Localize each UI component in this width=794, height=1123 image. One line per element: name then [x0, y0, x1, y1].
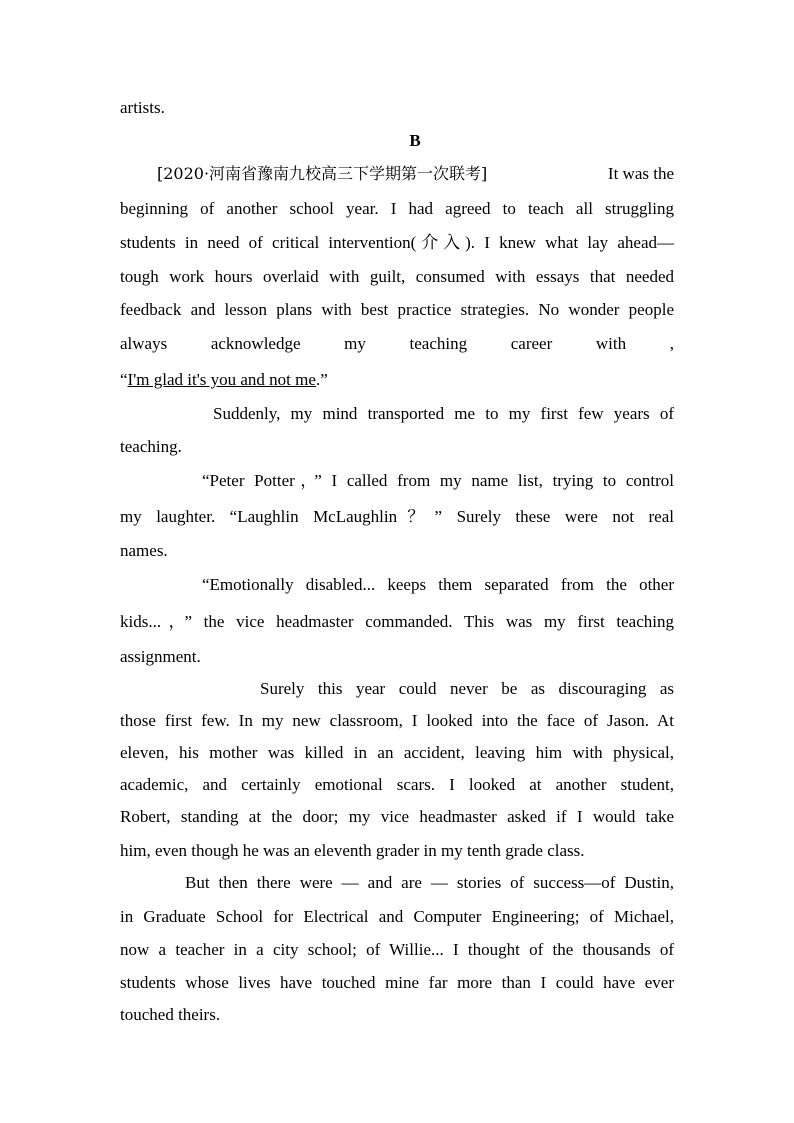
text-line: tough work hours overlaid with guilt, consumed with essays that needed	[120, 267, 674, 286]
text-line: “Emotionally disabled... keeps them separated from the other	[202, 575, 674, 594]
text-line: those first few. In my new classroom, I looked into the face of Jason. At	[120, 711, 674, 730]
text-line: academic, and certainly emotional scars. I looked at another student,	[120, 775, 674, 794]
text-line: now a teacher in a city school; of Willie... I thought of the thousands of	[120, 940, 674, 959]
underlined-quote: I'm glad it's you and not me	[127, 370, 316, 389]
text-line: artists.	[120, 98, 165, 117]
text-line: eleven, his mother was killed in an accident, leaving him with physical,	[120, 743, 674, 762]
text-line: Suddenly, my mind transported me to my first few years of	[213, 404, 674, 423]
text-line: touched theirs.	[120, 1005, 221, 1024]
section-heading: B	[409, 131, 421, 150]
text-line: Surely this year could never be as discouraging as	[260, 679, 674, 698]
text-line: him, even though he was an eleventh grader in my tenth grade class.	[120, 841, 585, 860]
text-line: students whose lives have touched mine far more than I could have ever	[120, 973, 674, 992]
text-line: students in need of critical intervention(介入). I knew what lay ahead—	[120, 233, 674, 252]
text-line: always acknowledge my teaching career with ,	[120, 334, 674, 353]
text-line: kids...，” the vice headmaster commanded. This was my first teaching	[120, 612, 674, 631]
text-fragment: It was the	[607, 164, 674, 183]
text-line: names.	[120, 541, 168, 560]
text-line: assignment.	[120, 647, 201, 666]
text-line: beginning of another school year. I had agreed to teach all struggling	[120, 199, 674, 218]
close-quote: .”	[315, 370, 328, 389]
text-line: feedback and lesson plans with best practice strategies. No wonder people	[120, 300, 674, 319]
text-line	[120, 369, 674, 391]
text-line: But then there were — and are — stories of success—of Dustin,	[185, 873, 674, 892]
text-line: in Graduate School for Electrical and Computer Engineering; of Michael,	[120, 907, 674, 926]
text-line: my laughter. “Laughlin McLaughlin？” Surely these were not real	[120, 507, 674, 526]
source-citation: [2020·河南省豫南九校高三下学期第一次联考]	[157, 164, 488, 183]
open-quote: “	[120, 370, 128, 389]
text-line: teaching.	[120, 437, 182, 456]
text-line: “Peter Potter，” I called from my name list, trying to control	[202, 471, 674, 490]
text-line: Robert, standing at the door; my vice headmaster asked if I would take	[120, 807, 674, 826]
